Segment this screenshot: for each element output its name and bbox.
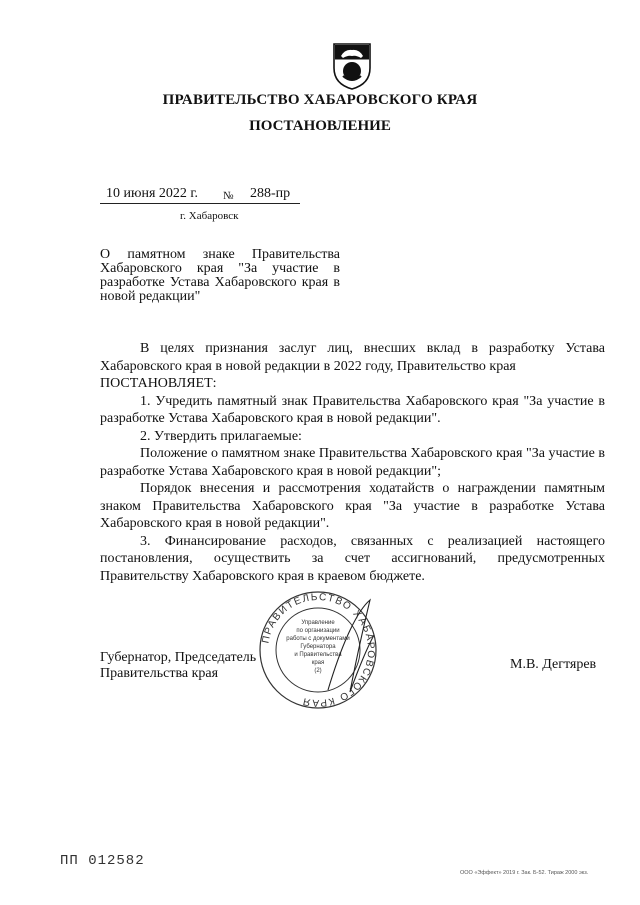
document-subject: О памятном знаке Правительства Хабаровского края "За участие в разработке Устава Хабаровского края в новой редакции" (100, 247, 340, 304)
item-2a: Положение о памятном знаке Правительства Хабаровского края "За участие в разработке Устава Хабаровского края в новой редакции"; (100, 446, 605, 479)
document-body (100, 340, 605, 585)
item-1: 1. Учредить памятный знак Правительства Хабаровского края "За участие в разработке Устава Хабаровского края в новой редакции". (100, 393, 605, 426)
document-date: 10 июня 2022 г. (106, 186, 199, 201)
organization-title: ПРАВИТЕЛЬСТВО ХАБАРОВСКОГО КРАЯ (162, 92, 478, 108)
signer-position-line1: Губернатор, Председатель (100, 650, 257, 665)
signer-position-line2: Правительства края (100, 666, 219, 681)
signer-name: М.В. Дегтярев (510, 657, 597, 672)
item-3: 3. Финансирование расходов, связанных с реализацией настоящего постановления, осуществить за счет ассигнований, предусмотренных Правительству Хабаровского края в краевом бюджете. (100, 533, 605, 584)
signer-position (100, 650, 256, 682)
registration-underline (100, 203, 300, 204)
city-name: г. Хабаровск (180, 210, 239, 222)
serial-number: ПП 012582 (60, 853, 145, 869)
printer-note: ООО «Эффект» 2019 г. Зак. Б-52. Тираж 2000 экз. (460, 870, 589, 876)
document-type: ПОСТАНОВЛЕНИЕ (249, 118, 391, 134)
stamp-line-1: Управление (301, 620, 335, 626)
stamp-line-6: края (311, 660, 325, 666)
intro-paragraph: В целях признания заслуг лиц, внесших вклад в разработку Устава Хабаровского края в новой редакции в 2022 году, Правительство края (100, 341, 605, 374)
stamp-line-4: Губернатора (300, 644, 336, 650)
stamp-line-2: по организации (296, 628, 340, 634)
stamp-line-3: работы с документами (286, 636, 350, 642)
item-2: 2. Утвердить прилагаемые: (140, 428, 302, 444)
stamp-line-5: и Правительства (294, 652, 342, 658)
resolves-heading: ПОСТАНОВЛЯЕТ: (100, 376, 217, 391)
stamp-ring-text: ПРАВИТЕЛЬСТВО ХАБАРОВСКОГО КРАЯ (260, 591, 377, 709)
stamp-line-7: (2) (314, 668, 322, 674)
document-number: 288-пр (250, 186, 291, 201)
item-2b: Порядок внесения и рассмотрения ходатайств о награждении памятным знаком Правительства Хабаровского края "За участие в разработке Устава Хабаровского края в новой редакции". (100, 481, 605, 531)
coat-of-arms-icon (331, 38, 373, 90)
official-stamp (258, 580, 378, 720)
registration-line (100, 186, 300, 206)
number-sign: № (223, 190, 234, 202)
